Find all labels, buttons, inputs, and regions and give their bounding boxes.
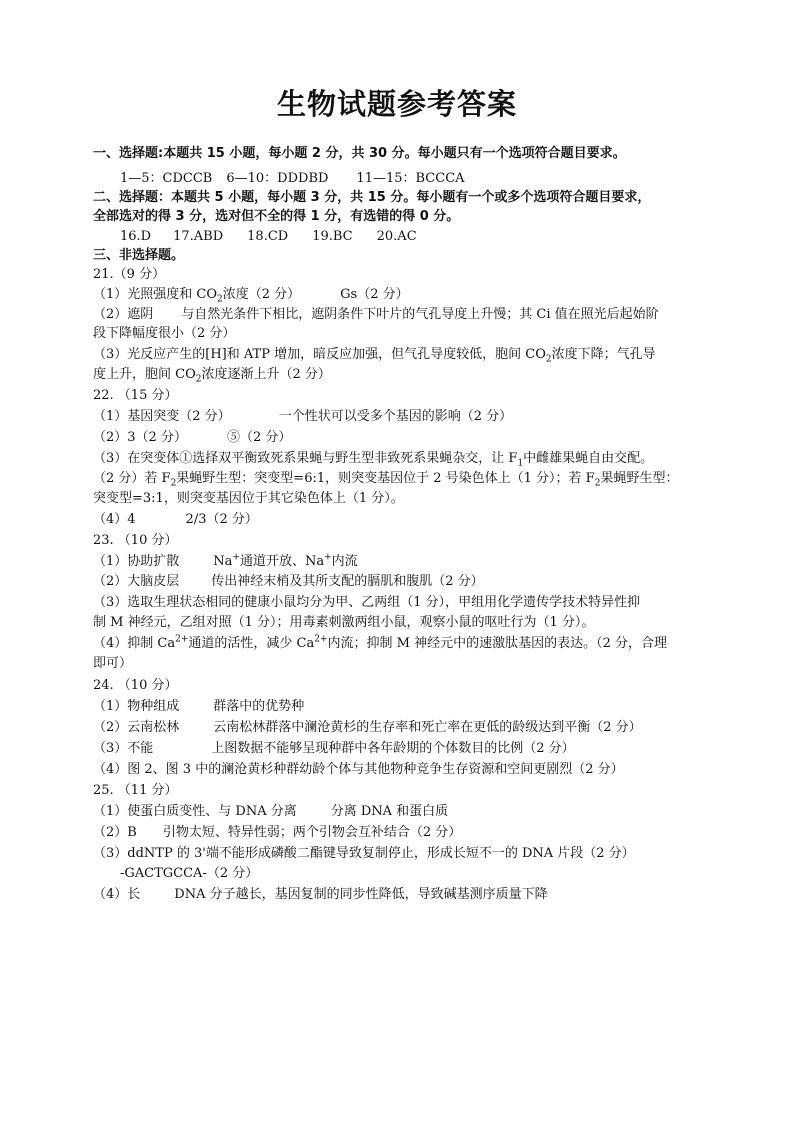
q22-heading: 22. （15 分）: [93, 388, 178, 403]
subscript: 2: [217, 294, 223, 305]
q23-heading: 23. （10 分）: [93, 533, 178, 548]
subscript: 2: [195, 374, 202, 385]
q22-part3-text3: （2 分）若 F: [93, 471, 171, 486]
q25-part1-answer: （1）使蛋白质变性、与 DNA 分离: [93, 804, 297, 819]
subscript: 1: [517, 458, 524, 469]
q21-part2-answer: （2）遮阴: [93, 307, 154, 322]
q22-part1-answer2: 一个性状可以受多个基因的影响（2 分）: [278, 409, 513, 424]
q25-part4-answer: （4）长: [93, 887, 141, 902]
q24-part1-answer2: 群落中的优势种: [213, 699, 305, 714]
q21-part3-text4: 浓度逐渐上升（2 分）: [201, 367, 331, 382]
q22-part3-text: （3）在突变体①选择双平衡致死系果蝇与野生型非致死系果蝇杂交，让 F: [93, 451, 518, 466]
q23-part1: [93, 553, 358, 571]
q21-part2-cont: 段下降幅度很小（2 分）: [93, 326, 236, 341]
q22-part4-answer: （4）4: [93, 512, 136, 527]
q24-part1: [93, 698, 304, 716]
q23-part1-text2: 通道开放、Na: [239, 554, 325, 569]
q22-part4: [93, 511, 258, 529]
answer-16: 16.D: [120, 229, 152, 244]
q23-part4-text: （4）抑制 Ca: [93, 636, 176, 651]
q22-part2-answer2: ⑤（2 分）: [226, 430, 292, 445]
q25-part4: [93, 886, 548, 904]
answers-1-5: 1—5：CDCCB: [120, 171, 213, 186]
q22-part2: [93, 429, 291, 447]
q21-part3-cont: [93, 366, 331, 384]
superscript: 2+: [314, 634, 328, 645]
q21-part1: [93, 286, 409, 304]
q25-part2-answer: （2）B: [93, 825, 137, 840]
q24-part2-answer2: 云南松林群落中澜沧黄杉的生存率和死亡率在更低的龄级达到平衡（2 分）: [213, 720, 642, 735]
q25-part2-answer2: 引物太短、特异性弱；两个引物会互补结合（2 分）: [162, 825, 462, 840]
q24-part2: [93, 719, 642, 737]
q22-part2-answer: （2）3（2 分）: [93, 430, 187, 445]
q25-part4-answer2: DNA 分子越长，基因复制的同步性降低，导致碱基测序质量下降: [174, 887, 548, 902]
q21-part3-text: （3）光反应产生的[H]和 ATP 增加，暗反应加强，但气孔导度较低，胞间 CO: [93, 347, 546, 362]
answer-20: 20.AC: [376, 229, 417, 244]
q25-part1-answer2: 分离 DNA 和蛋白质: [330, 804, 449, 819]
q23-part2-answer: （2）大脑皮层: [93, 574, 180, 589]
q22-part3-cont2: 突变型=3:1，则突变基因位于其它染色体上（1 分）。: [93, 491, 404, 506]
q22-part3-text2: 中雌雄果蝇自由交配。: [523, 451, 654, 466]
q22-part1: [93, 408, 512, 426]
q23-part1-text3: 内流: [331, 554, 358, 569]
q25-part1: [93, 803, 448, 821]
answer-17: 17.ABD: [173, 229, 224, 244]
q24-part2-answer: （2）云南松林: [93, 720, 180, 735]
q22-part3-text4: 果蝇野生型：突变型=6:1，则突变基因位于 2 号染色体上（1 分）；若 F: [176, 471, 595, 486]
q21-part1-text2: 浓度（2 分）: [222, 287, 301, 302]
answers-6-10: 6—10：DDDBD: [226, 171, 329, 186]
page-title: 生物试题参考答案: [276, 87, 517, 121]
q25-part3-cont: -GACTGCCA-（2 分）: [120, 866, 259, 881]
q21-part3-text2: 浓度下降；气孔导: [551, 347, 656, 362]
q24-part4: （4）图 2、图 3 中的澜沧黄杉种群幼龄个体与其他物种竞争生存资源和空间更剧烈（2 分）: [93, 762, 624, 777]
q25-part3: （3）ddNTP 的 3'端不能形成磷酸二酯键导致复制停止，形成长短不一的 DNA 片段（2 分）: [93, 846, 635, 861]
q23-part2-answer2: 传出神经末梢及其所支配的膈肌和腹肌（2 分）: [211, 574, 484, 589]
q21-part3: [93, 346, 656, 364]
q21-heading: 21.（9 分）: [93, 267, 166, 282]
q21-part1-text: （1）光照强度和 CO: [93, 287, 218, 302]
q21-part1-answer2: Gs（2 分）: [340, 287, 409, 302]
q22-part4-answer2: 2/3（2 分）: [185, 512, 258, 527]
q23-part3: （3）选取生理状态相同的健康小鼠均分为甲、乙两组（1 分），甲组用化学遗传学技术特异性抑: [93, 595, 641, 610]
q21-part2-explanation: 与自然光条件下相比，遮阴条件下叶片的气孔导度上升慢；其 Ci 值在照光后起始阶: [181, 307, 659, 322]
subscript: 2: [594, 478, 601, 489]
section1-answers: [120, 170, 465, 188]
section2-heading-line2: 全部选对的得 3 分，选对但不全的得 1 分，有选错的得 0 分。: [93, 209, 460, 224]
q23-part4-cont: 即可）: [93, 656, 133, 671]
q25-heading: 25. （11 分）: [93, 783, 178, 798]
q23-part2: [93, 573, 484, 591]
q23-part1-text: Na: [213, 554, 233, 569]
q25-part2: [93, 824, 461, 842]
q23-part1-answer: （1）协助扩散: [93, 554, 180, 569]
section3-heading: 三、非选择题。: [93, 248, 185, 263]
q22-part3: [93, 450, 653, 468]
answer-18: 18.CD: [247, 229, 289, 244]
q24-part3-answer2: 上图数据不能够呈现种群中各年龄期的个体数目的比例（2 分）: [211, 741, 575, 756]
q24-part3-answer: （3）不能: [93, 741, 154, 756]
q24-part1-answer: （1）物种组成: [93, 699, 180, 714]
q21-part3-text3: 度上升，胞间 CO: [93, 367, 196, 382]
superscript: +: [324, 552, 332, 563]
q23-part4: [93, 635, 667, 653]
q22-part1-answer: （1）基因突变（2 分）: [93, 409, 231, 424]
superscript: +: [232, 552, 240, 563]
q21-part2: [93, 306, 659, 324]
subscript: 2: [545, 354, 552, 365]
superscript: 2+: [175, 634, 189, 645]
q22-part3-cont: [93, 470, 678, 488]
q24-heading: 24. （10 分）: [93, 678, 178, 693]
section2-answers: [120, 228, 417, 246]
section2-heading-line1: 二、选择题：本题共 5 小题，每小题 3 分，共 15 分。每小题有一个或多个选项符合题目要求，: [93, 190, 651, 205]
q24-part3: [93, 740, 575, 758]
q23-part3-cont: 制 M 神经元，乙组对照（1 分）；用毒素刺激两组小鼠，观察小鼠的呕吐行为（1 分）。: [93, 615, 595, 630]
section1-heading: 一、选择题:本题共 15 小题，每小题 2 分，共 30 分。每小题只有一个选项符合题目要求。: [93, 146, 626, 161]
q23-part4-text3: 内流；抑制 M 神经元中的速激肽基因的表达。（2 分，合理: [327, 636, 667, 651]
answers-11-15: 11—15：BCCCA: [356, 171, 465, 186]
subscript: 2: [170, 478, 177, 489]
q22-part3-text5: 果蝇野生型：: [600, 471, 679, 486]
q23-part4-text2: 通道的活性，减少 Ca: [188, 636, 315, 651]
answer-19: 19.BC: [312, 229, 353, 244]
